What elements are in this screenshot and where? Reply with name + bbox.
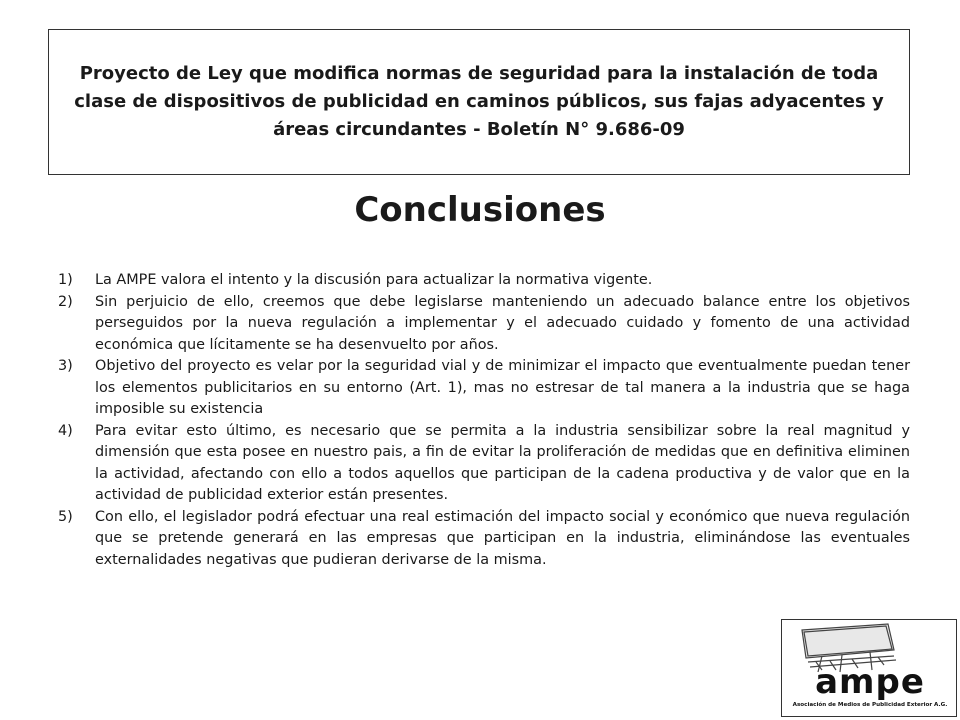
item-text: La AMPE valora el intento y la discusión para actualizar la normativa vigente.	[95, 272, 653, 288]
list-item	[58, 292, 910, 357]
conclusions-list	[58, 270, 910, 571]
item-number: 2)	[58, 293, 73, 310]
item-text: Objetivo del proyecto es velar por la seguridad vial y de minimizar el impacto que eventualmente puedan tener los elementos publicitarios en su entorno (Art. 1), mas no estresar de tal manera a la industria que se haga imposible su existencia	[95, 358, 910, 417]
item-number: 1)	[58, 272, 73, 288]
list-item	[58, 507, 910, 572]
item-text: Sin perjuicio de ello, creemos que debe legislarse manteniendo un adecuado balance entre los objetivos perseguidos por la nueva regulación a implementar y el adecuado cuidado y fomento de una actividad económica que lícitamente se ha desenvuelto por años.	[95, 293, 910, 353]
item-number: 4)	[58, 422, 73, 439]
logo-wordmark: ampe	[815, 662, 925, 702]
item-text: Con ello, el legislador podrá efectuar una real estimación del impacto social y económico que nueva regulación que se pretende generará en las empresas que participan en la industria, eliminándose las eventuales externalidades negativas que pudieran derivarse de la misma.	[95, 508, 910, 568]
title-box	[48, 29, 910, 175]
section-heading: Conclusiones	[354, 190, 606, 230]
list-item	[58, 421, 910, 507]
ampe-logo	[781, 619, 957, 717]
logo-subtitle: Asociación de Medios de Publicidad Exterior A.G.	[792, 702, 948, 708]
document-title: Proyecto de Ley que modifica normas de seguridad para la instalación de toda clase de dispositivos de publicidad en caminos públicos, sus fajas adyacentes y áreas circundantes - Boletín N° 9.686-09	[74, 63, 884, 140]
item-number: 5)	[58, 508, 73, 525]
item-number: 3)	[58, 358, 73, 374]
item-text: Para evitar esto último, es necesario que se permita a la industria sensibilizar sobre la real magnitud y dimensión que esta posee en nuestro pais, a fin de evitar la proliferación de medidas que en definitiva eliminen la actividad, afectando con ello a todos aquellos que participan de la cadena productiva y de valor que en la actividad de publicidad exterior están presentes.	[95, 422, 910, 503]
list-item	[58, 356, 910, 421]
list-item	[58, 270, 910, 292]
